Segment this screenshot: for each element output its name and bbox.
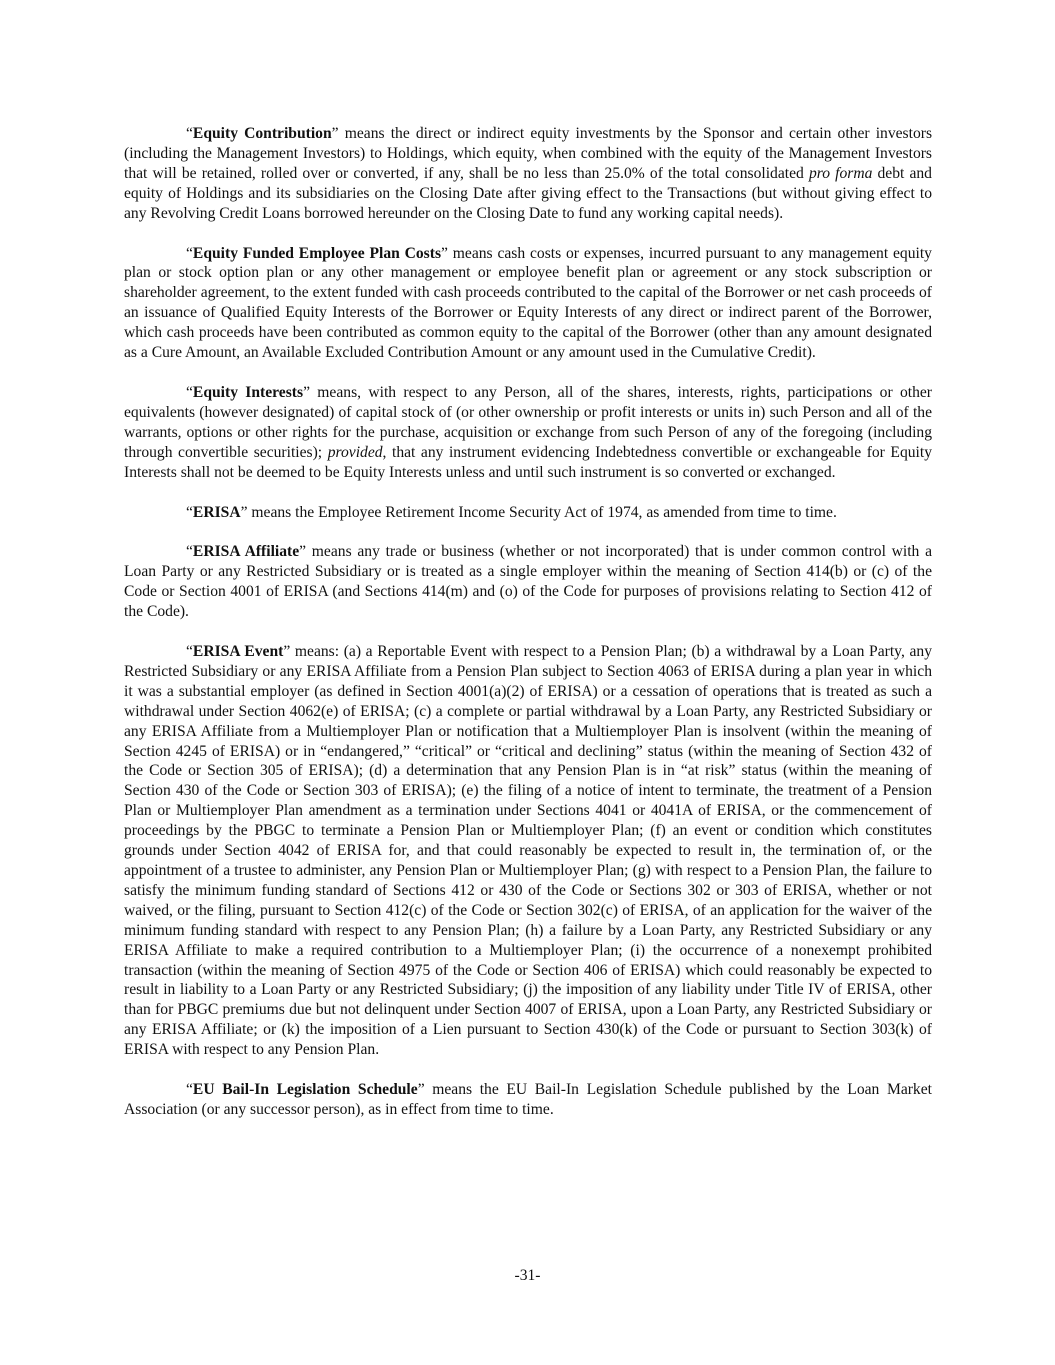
definition-text: , that any instrument evidencing Indebtedness convertible or exchangeable for Equity Interests shall not be deemed to be Equity Interests unless and until such instrument is so converted or exchanged. xyxy=(124,443,932,481)
definition-equity-contribution: “Equity Contribution” means the direct or indirect equity investments by the Sponsor and certain other investors (including the Management Investors) to Holdings, which equity, when combined with the equity of the Management Investors that will be retained, rolled over or converted, if any, shall be no less than 25.0% of the total consolidated pro forma debt and equity of Holdings and its subsidiaries on the Closing Date after giving effect to the Transactions (but without giving effect to any Revolving Credit Loans borrowed hereunder on the Closing Date to fund any working capital needs). xyxy=(124,125,933,222)
definition-text: means any trade or business (whether or not incorporated) that is under common control with a Loan Party or any Restricted Subsidiary or is treated as a single employer within the meaning of Section 414(b) or (c) of the Code or Section 4001 of ERISA (and Sections 414(m) and (o) of the Code for purposes of provisions relating to Section 412 of the Code). xyxy=(124,543,932,621)
definition-equity-interests: “Equity Interests” means, with respect to any Person, all of the shares, interests, rights, participations or other equivalents (however designated) of capital stock of (or other ownership or profit interests or units in) such Person and all of the warrants, options or other rights for the purchase, acquisition or exchange from such Person of any of the foregoing (including through convertible securities); provided, that any instrument evidencing Indebtedness convertible or exchangeable for Equity Interests shall not be deemed to be Equity Interests unless and until such instrument is so converted or exchanged. xyxy=(124,383,933,481)
definition-text: means: (a) a Reportable Event with respect to a Pension Plan; (b) a withdrawal by a Loan Party, any Restricted Subsidiary or any ERISA Affiliate from a Pension Plan subject to Section 4063 of ERISA during a plan year in which it was a substantial employer (as defined in Section 4001(a)(2) of ERISA) or a cessation of operations that is treated as such a withdrawal under Section 4062(e) of ERISA; (c) a complete or partial withdrawal by a Loan Party, any Restricted Subsidiary or any ERISA Affiliate from a Multiemployer Plan or notification that a Multiemployer Plan is insolvent (within the meaning of Section 4245 of ERISA) or in “endangered,” “critical” or “critical and declining” status (within the meaning of Section 432 of the Code or Section 305 of ERISA); (d) a determination that any Pension Plan is in “at risk” status (within the meaning of Section 430 of the Code or Section 303 of ERISA); (e) the filing of a notice of intent to terminate, the treatment of a Pension Plan or Multiemployer Plan amendment as a termination under Sections 4041 or 4041A of ERISA, or the commencement of proceedings by the PBGC to terminate a Pension Plan or Multiemployer Plan; (f) an event or condition which constitutes grounds under Section 4042 of ERISA for, and that could reasonably be expected to result in, the termination of, or the appointment of a trustee to administer, any Pension Plan or Multiemployer Plan; (g) with respect to a Pension Plan, the failure to satisfy the minimum funding standard of Sections 412 or 430 of the Code or Sections 302 or 303 of ERISA, whether or not waived, or the filing, pursuant to Section 412(c) of the Code or Section 302(c) of ERISA, of an application for the waiver of the minimum funding standard with respect to any Pension Plan; (h) a failure by a Loan Party, any Restricted Subsidiary or any ERISA Affiliate to make a required contribution to a Multiemployer Plan; (i) the occurrence of a nonexempt prohibited transaction (within the meaning of Section 4975 of the Code or Section 406 of ERISA) which could reasonably be expected to result in liability to a Loan Party or any Restricted Subsidiary; (j) the imposition of any liability under Title IV of ERISA, other than for PBGC premiums due but not delinquent under Section 4007 of ERISA, upon a Loan Party, any Restricted Subsidiary or any ERISA Affiliate; or (k) the imposition of a Lien pursuant to Section 430(k) of the Code or pursuant to Section 303(k) of ERISA with respect to any Pension Plan. xyxy=(124,643,933,1059)
definition-text: means, with respect to any Person, all of the shares, interests, rights, participations or other equivalents (however designated) of capital stock of (or other ownership or profit interests or units in) such Person and all of the warrants, options or other rights for the purchase, acquisition or exchange from such Person of any of the foregoing (including through convertible securities); xyxy=(124,383,933,461)
definition-text: means the EU Bail-In Legislation Schedule published by the Loan Market Association (or any successor person), as in effect from time to time. xyxy=(124,1081,932,1118)
definition-italic: pro forma xyxy=(808,164,873,182)
definition-eu-bail-in-legislation-schedule: “EU Bail-In Legislation Schedule” means the EU Bail-In Legislation Schedule published by the Loan Market Association (or any successor person), as in effect from time to time. xyxy=(124,1081,932,1118)
definition-italic: provided xyxy=(327,443,383,461)
defined-term: Equity Interests xyxy=(192,383,304,401)
definition-text: means cash costs or expenses, incurred pursuant to any management equity plan or stock option plan or any other management or employee benefit plan or agreement or any stock subscription or shareholder agreement, to the extent funded with cash proceeds contributed to the capital of the Borrower or net cash proceeds of an issuance of Qualified Equity Interests of the Borrower or Equity Interests of any direct or indirect parent of the Borrower, which cash proceeds have been contributed as common equity to the capital of the Borrower (other than any amount designated as a Cure Amount, an Available Excluded Contribution Amount or any amount used in the Cumulative Credit). xyxy=(124,244,932,362)
definition-text: means the direct or indirect equity investments by the Sponsor and certain other investors (including the Management Investors) to Holdings, which equity, when combined with the equity of the Management Investors that will be retained, rolled over or converted, if any, shall be no less than 25.0% of the total consolidated xyxy=(124,125,933,182)
page-number: -31- xyxy=(514,1267,541,1284)
definition-text: debt and equity of Holdings and its subsidiaries on the Closing Date after giving effect to the Transactions (but without giving effect to any Revolving Credit Loans borrowed hereunder on the Closing Date to fund any working capital needs). xyxy=(124,164,932,222)
defined-term: Equity Contribution xyxy=(192,125,332,142)
definition-erisa-event: “ERISA Event” means: (a) a Reportable Event with respect to a Pension Plan; (b) a withdrawal by a Loan Party, any Restricted Subsidiary or any ERISA Affiliate from a Pension Plan subject to Section 4063 of ERISA during a plan year in which it was a substantial employer (as defined in Section 4001(a)(2) of ERISA) or a cessation of operations that is treated as such a withdrawal under Section 4062(e) of ERISA; (c) a complete or partial withdrawal by a Loan Party, any Restricted Subsidiary or any ERISA Affiliate from a Multiemployer Plan or notification that a Multiemployer Plan is insolvent (within the meaning of Section 4245 of ERISA) or in “endangered,” “critical” or “critical and declining” status (within the meaning of Section 432 of the Code or Section 305 of ERISA); (d) a determination that any Pension Plan is in “at risk” status (within the meaning of Section 430 of the Code or Section 303 of ERISA); (e) the filing of a notice of intent to terminate, the treatment of a Pension Plan or Multiemployer Plan amendment as a termination under Sections 4041 or 4041A of ERISA, or the commencement of proceedings by the PBGC to terminate a Pension Plan or Multiemployer Plan; (f) an event or condition which constitutes grounds under Section 4042 of ERISA for, and that could reasonably be expected to result in, the termination of, or the appointment of a trustee to administer, any Pension Plan or Multiemployer Plan; (g) with respect to a Pension Plan, the failure to satisfy the minimum funding standard of Sections 412 or 430 of the Code or Sections 302 or 303 of ERISA, whether or not waived, or the filing, pursuant to Section 412(c) of the Code or Section 302(c) of ERISA, of an application for the waiver of the minimum funding standard with respect to any Pension Plan; (h) a failure by a Loan Party, any Restricted Subsidiary or any ERISA Affiliate to make a required contribution to a Multiemployer Plan; (i) the occurrence of a nonexempt prohibited transaction (within the meaning of Section 4975 of the Code or Section 406 of ERISA) which could reasonably be expected to result in liability to a Loan Party or any Restricted Subsidiary; (j) the imposition of any liability under Title IV of ERISA, other than for PBGC premiums due but not delinquent under Section 4007 of ERISA, upon a Loan Party, any Restricted Subsidiary or any ERISA Affiliate; or (k) the imposition of a Lien pursuant to Section 430(k) of the Code or pursuant to Section 303(k) of ERISA with respect to any Pension Plan. xyxy=(124,643,933,1059)
defined-term: Equity Funded Employee Plan Costs xyxy=(192,244,442,262)
definition-text: means the Employee Retirement Income Security Act of 1974, as amended from time to time. xyxy=(247,503,837,521)
defined-term: EU Bail-In Legislation Schedule xyxy=(192,1081,418,1099)
document-body xyxy=(124,124,932,1140)
definition-erisa-affiliate: “ERISA Affiliate” means any trade or business (whether or not incorporated) that is under common control with a Loan Party or any Restricted Subsidiary or is treated as a single employer within the meaning of Section 414(b) or (c) of the Code or Section 4001 of ERISA (and Sections 414(m) and (o) of the Code for purposes of provisions relating to Section 412 of the Code). xyxy=(124,543,932,621)
defined-term: ERISA Event xyxy=(192,643,284,661)
definition-equity-funded-employee-plan-costs: “Equity Funded Employee Plan Costs” means cash costs or expenses, incurred pursuant to any management equity plan or stock option plan or any other management or employee benefit plan or agreement or any stock subscription or shareholder agreement, to the extent funded with cash proceeds contributed to the capital of the Borrower or net cash proceeds of an issuance of Qualified Equity Interests of the Borrower or Equity Interests of any direct or indirect parent of the Borrower, which cash proceeds have been contributed as common equity to the capital of the Borrower (other than any amount designated as a Cure Amount, an Available Excluded Contribution Amount or any amount used in the Cumulative Credit). xyxy=(124,244,932,362)
defined-term: ERISA Affiliate xyxy=(192,543,300,561)
defined-term: ERISA xyxy=(192,503,241,521)
definition-erisa: “ERISA” means the Employee Retirement Income Security Act of 1974, as amended from time to time. xyxy=(186,503,837,521)
